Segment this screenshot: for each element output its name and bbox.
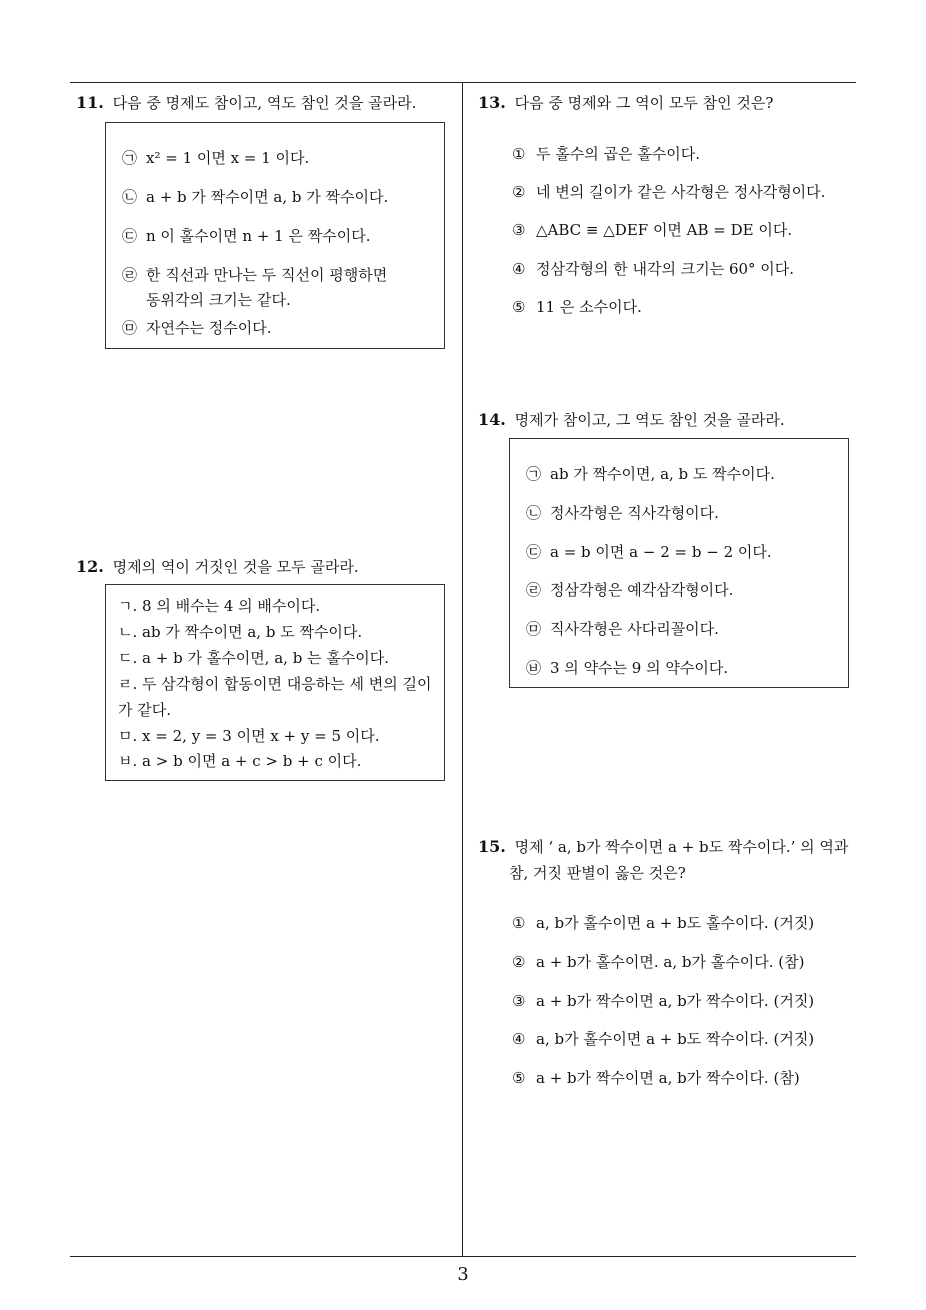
- answer-option[interactable]: ② 네 변의 길이가 같은 사각형은 정사각형이다.: [512, 183, 826, 201]
- answer-option[interactable]: ① 두 홀수의 곱은 홀수이다.: [512, 145, 700, 163]
- statement-item: ㉤ 직사각형은 사다리꼴이다.: [526, 620, 719, 638]
- statement-item: ㉢ a = b 이면 a − 2 = b − 2 이다.: [526, 543, 772, 561]
- statement-item: ㄱ. 8 의 배수는 4 의 배수이다.: [118, 597, 321, 615]
- question-15: [478, 836, 848, 858]
- answer-option[interactable]: ⑤ a + b가 짝수이면 a, b가 짝수이다. (참): [512, 1069, 800, 1087]
- question-number: 15.: [478, 837, 506, 856]
- answer-option[interactable]: ⑤ 11 은 소수이다.: [512, 298, 642, 316]
- q14-statement-box: [509, 438, 849, 688]
- statement-item: ㉤ 자연수는 정수이다.: [122, 319, 272, 337]
- statement-item: ㅂ. a > b 이면 a + c > b + c 이다.: [118, 752, 362, 770]
- top-rule: [70, 82, 856, 83]
- question-prompt-continuation: 참, 거짓 판별이 옳은 것은?: [509, 864, 686, 882]
- statement-continuation: 가 같다.: [118, 701, 172, 719]
- question-prompt: 명제의 역이 거짓인 것을 모두 골라라.: [112, 558, 359, 576]
- statement-item: ㉠ ab 가 짝수이면, a, b 도 짝수이다.: [526, 465, 775, 483]
- statement-item: ㄴ. ab 가 짝수이면 a, b 도 짝수이다.: [118, 623, 363, 641]
- q11-statement-box: [105, 122, 445, 349]
- question-number: 12.: [76, 557, 104, 576]
- q12-statement-box: [105, 584, 445, 781]
- statement-item: ㉣ 정삼각형은 예각삼각형이다.: [526, 581, 734, 599]
- question-11: [76, 92, 416, 114]
- question-prompt: 명제 ‘ a, b가 짝수이면 a + b도 짝수이다.’ 의 역과: [514, 838, 849, 856]
- statement-item: ㄷ. a + b 가 홀수이면, a, b 는 홀수이다.: [118, 649, 390, 667]
- question-number: 11.: [76, 93, 104, 112]
- question-12: [76, 556, 359, 578]
- answer-option[interactable]: ① a, b가 홀수이면 a + b도 홀수이다. (거짓): [512, 914, 815, 932]
- statement-item: ㉡ a + b 가 짝수이면 a, b 가 짝수이다.: [122, 188, 389, 206]
- answer-option[interactable]: ③ △ABC ≡ △DEF 이면 AB = DE 이다.: [512, 221, 793, 239]
- answer-option[interactable]: ④ a, b가 홀수이면 a + b도 짝수이다. (거짓): [512, 1030, 815, 1048]
- statement-continuation: 동위각의 크기는 같다.: [146, 291, 291, 309]
- statement-item: ㉣ 한 직선과 만나는 두 직선이 평행하면: [122, 266, 388, 284]
- question-number: 13.: [478, 93, 506, 112]
- question-prompt: 다음 중 명제도 참이고, 역도 참인 것을 골라라.: [112, 94, 417, 112]
- statement-item: ㅁ. x = 2, y = 3 이면 x + y = 5 이다.: [118, 727, 380, 745]
- page-number: 3: [457, 1264, 469, 1285]
- question-14: [478, 409, 785, 431]
- statement-item: ㄹ. 두 삼각형이 합동이면 대응하는 세 변의 길이: [118, 675, 432, 693]
- bottom-rule: [70, 1256, 856, 1257]
- statement-item: ㉢ n 이 홀수이면 n + 1 은 짝수이다.: [122, 227, 371, 245]
- answer-option[interactable]: ④ 정삼각형의 한 내각의 크기는 60° 이다.: [512, 260, 795, 278]
- column-divider: [462, 82, 463, 1257]
- answer-option[interactable]: ② a + b가 홀수이면. a, b가 홀수이다. (참): [512, 953, 805, 971]
- statement-item: ㉥ 3 의 약수는 9 의 약수이다.: [526, 659, 729, 677]
- question-13: [478, 92, 773, 114]
- question-prompt: 다음 중 명제와 그 역이 모두 참인 것은?: [514, 94, 774, 112]
- question-number: 14.: [478, 410, 506, 429]
- statement-item: ㉠ x² = 1 이면 x = 1 이다.: [122, 149, 310, 167]
- statement-item: ㉡ 정사각형은 직사각형이다.: [526, 504, 719, 522]
- answer-option[interactable]: ③ a + b가 짝수이면 a, b가 짝수이다. (거짓): [512, 992, 815, 1010]
- question-prompt: 명제가 참이고, 그 역도 참인 것을 골라라.: [514, 411, 785, 429]
